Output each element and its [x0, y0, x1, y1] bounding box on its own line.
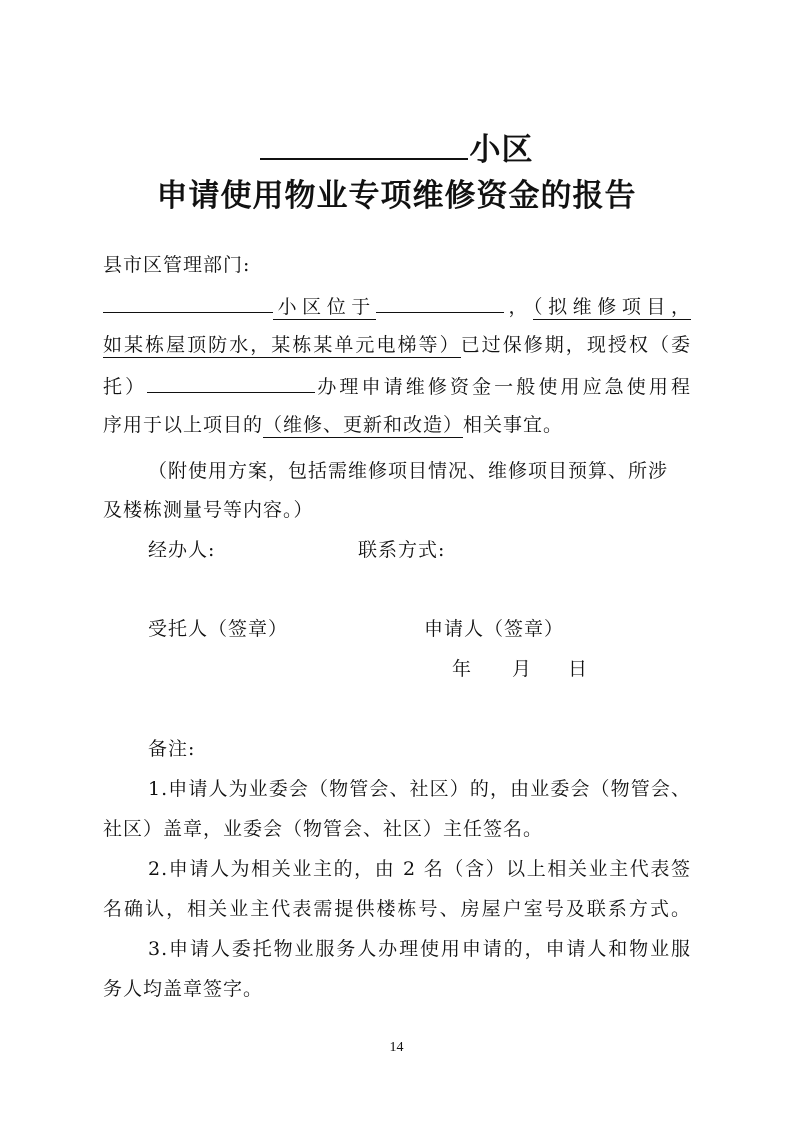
community-name-blank[interactable] [260, 128, 468, 160]
note2-line2: 名确认，相关业主代表需提供楼栋号、房屋户室号及联系方式。 [103, 898, 691, 920]
title-line-1 [0, 124, 793, 169]
note3-line2: 务人均盖章签字。 [103, 978, 264, 1000]
contact-method-label: 联系方式: [358, 539, 446, 561]
p1-comma: ， [503, 296, 534, 318]
document-title: 申请使用物业专项维修资金的报告 [156, 178, 637, 214]
notes-heading: 备注: [148, 738, 196, 760]
p1-repair-type-text: （维修、更新和改造） [263, 414, 464, 436]
paragraph2-line2: 及楼栋测量号等内容。） [103, 499, 314, 521]
p1-matters-text: 相关事宜。 [463, 414, 564, 436]
applicant-signature-label: 申请人（签章） [424, 618, 565, 640]
note1-line1: 1.申请人为业委会（物管会、社区）的，由业委会（物管会、 [148, 778, 691, 800]
entrusted-party-blank[interactable] [147, 372, 315, 393]
handler-label: 经办人: [148, 539, 216, 561]
paragraph1-line1 [103, 292, 691, 320]
note2-line1: 2.申请人为相关业主的，由 2 名（含）以上相关业主代表签 [148, 858, 691, 880]
p1-example-text: 如某栋屋顶防水，某栋某单元电梯等） [103, 334, 461, 356]
addressee: 县市区管理部门: [103, 254, 251, 276]
paragraph1-line4 [103, 412, 563, 438]
p1-procedure-text: 办理申请维修资金一般使用应急使用程 [315, 376, 691, 398]
p1-project-text: （拟维修项目， [533, 296, 691, 318]
date-year: 年 [452, 658, 473, 680]
note3-line1: 3.申请人委托物业服务人办理使用申请的，申请人和物业服 [148, 938, 691, 960]
date-month: 月 [512, 658, 533, 680]
p1-warranty-text: 已过保修期，现授权（委 [460, 334, 691, 356]
trustee-signature-label: 受托人（签章） [148, 618, 289, 640]
community-blank[interactable] [103, 292, 273, 313]
note1-line2: 社区）盖章，业委会（物管会、社区）主任签名。 [103, 818, 544, 840]
paragraph2-line1: （附使用方案，包括需维修项目情况、维修项目预算、所涉 [148, 460, 669, 482]
p1-located-text: 小区位于 [273, 296, 376, 318]
date-day: 日 [568, 658, 589, 680]
community-underline[interactable] [103, 296, 504, 318]
p1-purpose-text: 序用于以上项目的 [103, 414, 264, 436]
title-suffix: 小区 [469, 132, 534, 168]
p1-entrust-text: 托） [103, 376, 148, 398]
page-number: 14 [389, 1040, 404, 1055]
location-blank[interactable] [376, 292, 504, 313]
paragraph1-line3 [103, 372, 691, 400]
paragraph1-line2 [103, 332, 691, 358]
